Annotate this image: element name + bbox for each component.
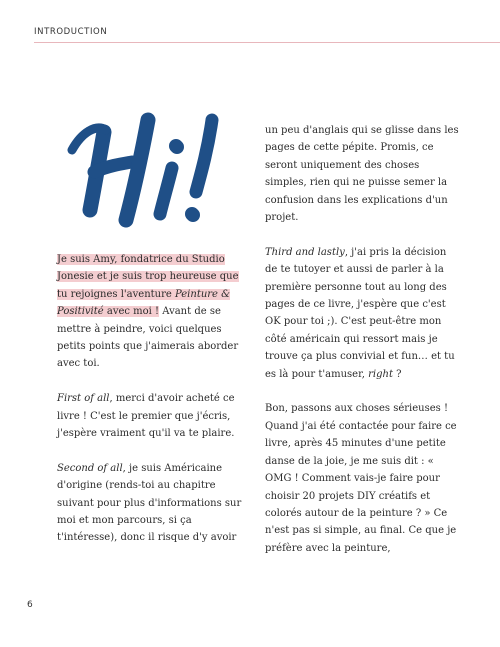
second-of-all-phrase: Second of all: [57, 462, 123, 474]
english-note-paragraph: un peu d'anglais qui se glisse dans les pages de cette pépite. Promis, ce seront uniquement des choses simples, rien qui ne puisse semer la confusion dans les explications d'un projet.: [265, 125, 459, 224]
third-point-text: , j'ai pris la décision de te tutoyer et aussi de parler à la première personne tout au long des pages de ce livre, j'espère que c'est OK pour toi ;). C'est peut-être mon côté américain qui ressort mais je trouve ça plus convivial et fun… et tu es là pour t'amuser,: [265, 246, 455, 380]
serious-things-paragraph: Bon, passons aux choses sérieuses ! Quand j'ai été contactée pour faire ce livre, après 45 minutes d'une petite danse de la joie, je me suis dit : « OMG ! Comment vais-je faire pour choisir 20 projets DIY créatifs et colorés autour de la peinture ? » Ce n'est pas si simple, au final. Ce que je préfère avec la peinture,: [265, 403, 457, 554]
left-text-column: [57, 251, 252, 547]
hi-letter-h-crossbar: [94, 162, 132, 172]
right-text-column: [265, 122, 460, 557]
hi-exclamation-dot: [192, 214, 193, 215]
header-rule: [34, 42, 500, 43]
hi-lettering: [60, 110, 220, 235]
hi-letter-i-dot: [176, 146, 177, 147]
first-point-paragraph: [57, 390, 252, 442]
first-of-all-phrase: First of all: [57, 393, 110, 405]
book-title: Peinture & Positivité: [57, 288, 231, 318]
intro-highlight-end: avec moi !: [103, 306, 160, 318]
second-point-text: , je suis Américaine d'origine (rends-toi au chapitre suivant pour plus d'informations sur moi et mon parcours, si ça t'intéresse), donc il risque d'y avoir: [57, 462, 242, 544]
third-point-end: ?: [392, 368, 402, 380]
first-point-text: , merci d'avoir acheté ce livre ! C'est le premier que j'écris, j'espère vraiment qu'il va te plaire.: [57, 393, 235, 440]
hi-exclamation-stroke: [196, 120, 212, 192]
third-point-paragraph: [265, 244, 460, 383]
intro-highlight-text: Je suis Amy, fondatrice du Studio Jonesie et je suis trop heureuse que tu rejoignes l'aventure: [57, 254, 239, 300]
third-and-lastly-phrase: Third and lastly: [265, 246, 345, 258]
right-phrase: right: [368, 368, 393, 380]
section-header: INTRODUCTION: [34, 27, 108, 37]
intro-paragraph: [57, 251, 252, 373]
page-number: 6: [27, 600, 33, 610]
hi-letter-i-stem: [160, 168, 172, 214]
second-point-paragraph: [57, 460, 252, 547]
intro-rest-text: Avant de se mettre à peindre, voici quelques petits points que j'aimerais aborder avec toi.: [57, 306, 239, 370]
hi-letter-h-stem-right: [126, 120, 148, 220]
